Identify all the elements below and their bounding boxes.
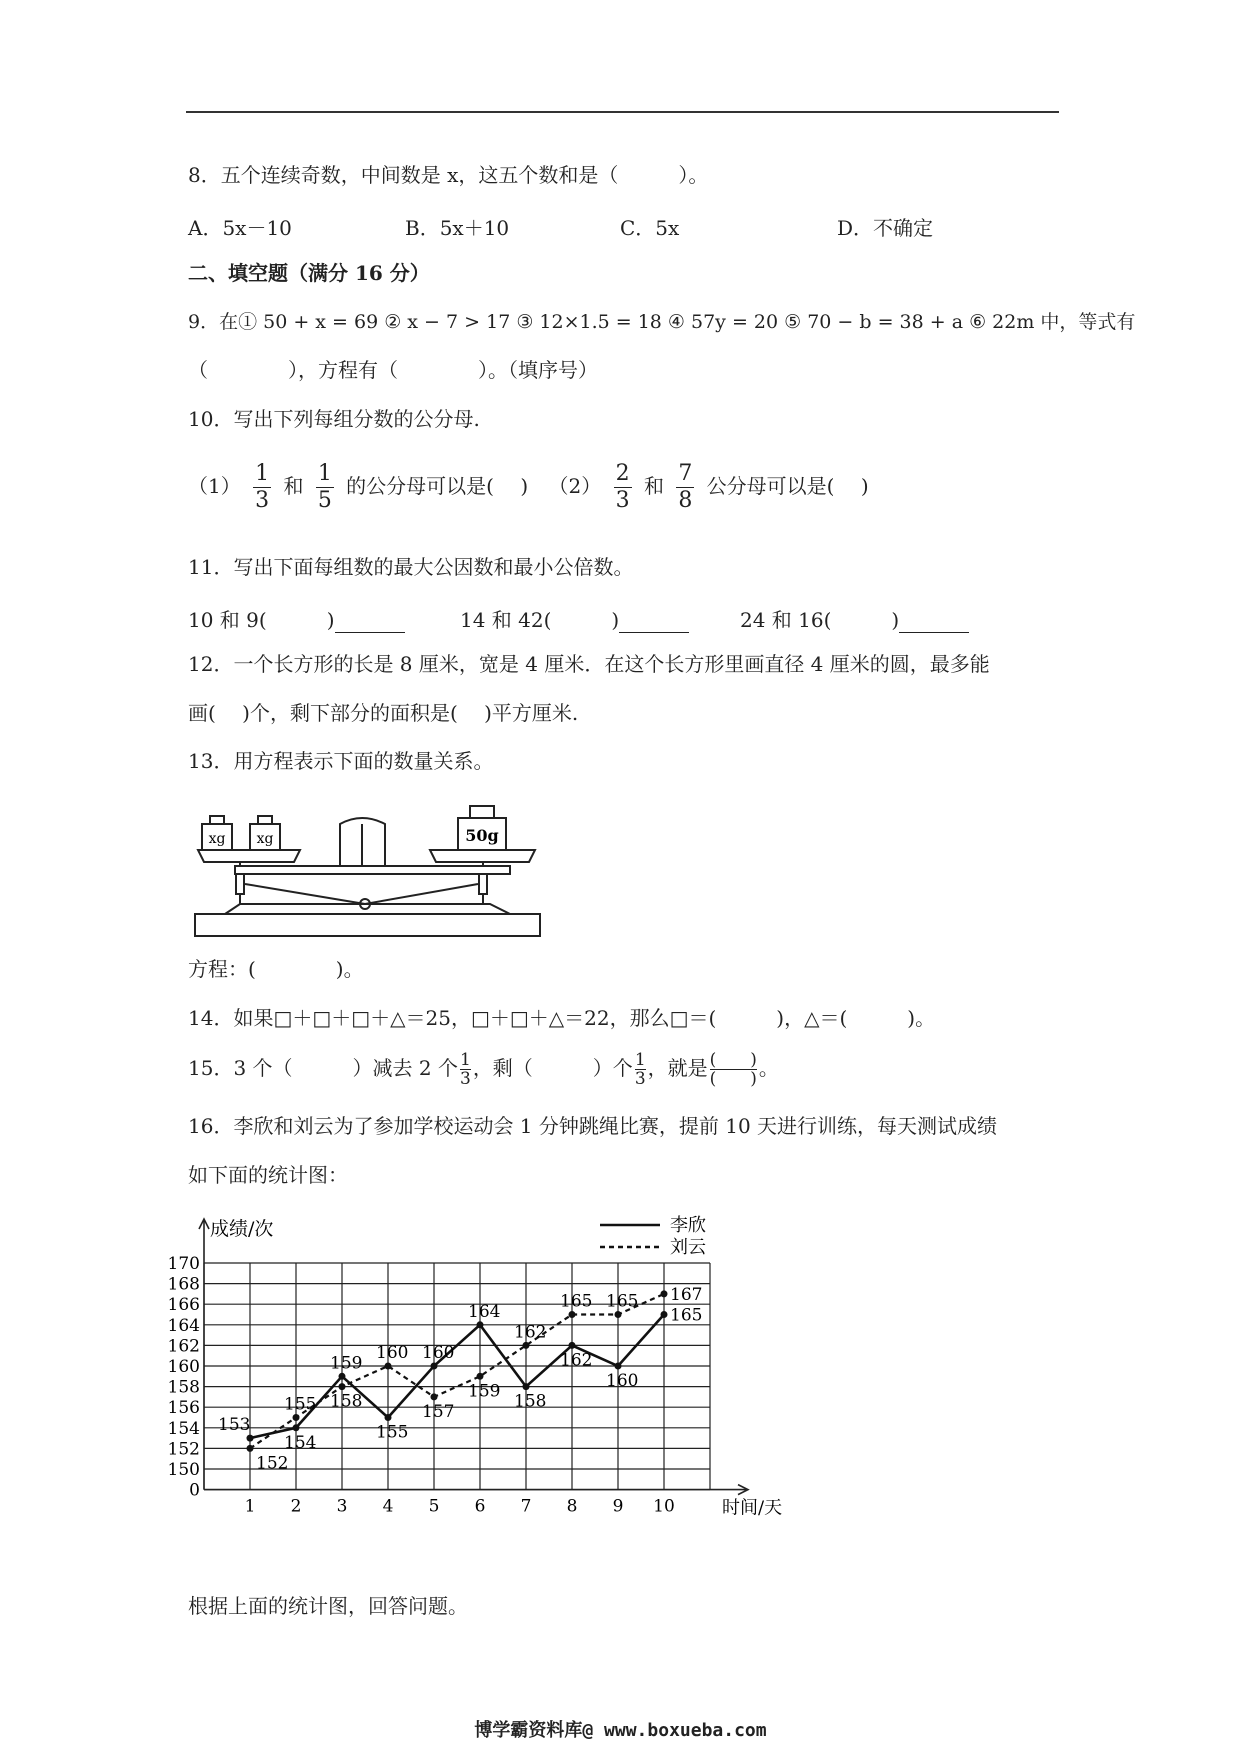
- x-tick-label: 3: [336, 1496, 348, 1517]
- data-point: [431, 1393, 438, 1400]
- chart-legend: [600, 1215, 706, 1258]
- data-label: 165: [560, 1291, 593, 1312]
- legend-label: 刘云: [670, 1237, 706, 1258]
- data-point: [431, 1363, 438, 1370]
- y-tick-label: 150: [167, 1460, 200, 1480]
- x-tick-label: 1: [244, 1496, 256, 1517]
- data-label: 155: [376, 1422, 409, 1443]
- data-point: [477, 1321, 484, 1328]
- series-line-1: [250, 1315, 664, 1439]
- q8-text: 8．五个连续奇数，中间数是 x，这五个数和是（ ）。: [188, 163, 709, 187]
- y-tick-label: 0: [189, 1480, 200, 1501]
- data-label: 152: [256, 1453, 289, 1474]
- q16-line1: 16．李欣和刘云为了参加学校运动会 1 分钟跳绳比赛，提前 10 天进行训练，每天测试成绩: [188, 1114, 998, 1138]
- q11-title: 11．写出下面每组数的最大公因数和最小公倍数。: [188, 555, 634, 579]
- data-point: [247, 1445, 254, 1452]
- chart-ticks: [168, 1254, 675, 1517]
- data-label: 165: [670, 1305, 703, 1326]
- y-tick-label: 154: [167, 1418, 200, 1439]
- x-tick-label: 9: [612, 1496, 624, 1517]
- section-title: 二、填空题（满分 16 分）: [188, 261, 430, 285]
- y-tick-label: 152: [167, 1439, 200, 1460]
- data-label: 153: [218, 1415, 251, 1436]
- data-point: [661, 1290, 668, 1297]
- series-line-2: [250, 1291, 664, 1449]
- data-label: 157: [422, 1401, 455, 1422]
- data-point: [523, 1383, 530, 1390]
- chart-data-labels: [218, 1285, 702, 1474]
- data-point: [569, 1311, 576, 1318]
- x-tick-label: 10: [653, 1496, 675, 1517]
- data-point: [339, 1373, 346, 1380]
- q12-line1: 12．一个长方形的长是 8 厘米，宽是 4 厘米．在这个长方形里画直径 4 厘米的圆，最多能: [188, 652, 990, 676]
- data-label: 160: [376, 1343, 409, 1363]
- q11-item-2: 14 和 42( ): [460, 604, 689, 633]
- x-tick-label: 4: [382, 1496, 394, 1517]
- x-tick-label: 5: [428, 1496, 440, 1517]
- q15-text: 15．3 个（ ）减去 2 个 $\frac{1}{3}$ ，剩（ ）个 $\frac{1}{3}$ ，就是 ( ) ( ) 。: [188, 1050, 779, 1089]
- data-label: 160: [422, 1343, 455, 1363]
- q10-and-2: 和: [643, 474, 664, 498]
- weight-label-2: xg: [256, 831, 274, 847]
- x-tick-label: 2: [290, 1496, 302, 1517]
- balance-scale-illustration: [190, 786, 545, 936]
- legend-label: 李欣: [670, 1215, 706, 1236]
- x-tick-label: 8: [566, 1496, 578, 1517]
- x-tick-label: 7: [520, 1496, 532, 1517]
- y-axis-label: 成绩/次: [210, 1218, 274, 1240]
- q8-option-c: C．5x: [620, 216, 680, 240]
- q16-line2: 如下面的统计图：: [188, 1163, 348, 1187]
- q10-part1-tail: 的公分母可以是( ): [346, 474, 529, 498]
- fraction-1-5: $\frac{1}{5}$: [317, 461, 332, 513]
- q14-text: 14．如果□＋□＋□＋△＝25，□＋□＋△＝22，那么□＝( )，△＝( )。: [188, 1006, 936, 1030]
- data-label: 167: [670, 1284, 703, 1305]
- q13-answer: 方程：( )。: [188, 957, 364, 981]
- data-point: [615, 1311, 622, 1318]
- data-point: [385, 1414, 392, 1421]
- q10-and-1: 和: [283, 474, 304, 498]
- y-tick-label: 166: [167, 1295, 200, 1316]
- weight-label-1: xg: [208, 831, 226, 847]
- data-label: 158: [514, 1391, 547, 1412]
- data-label: 160: [606, 1371, 639, 1391]
- header-rule: [186, 111, 1059, 113]
- q12-line2: 画( )个，剩下部分的面积是( )平方厘米.: [188, 701, 579, 725]
- q8-option-b: B．5x＋10: [405, 216, 510, 240]
- after-chart-text: 根据上面的统计图，回答问题。: [188, 1594, 468, 1618]
- fraction-7-8: $\frac{7}{8}$: [678, 461, 693, 513]
- data-point: [523, 1342, 530, 1349]
- data-point: [385, 1363, 392, 1370]
- data-label: 159: [330, 1353, 363, 1374]
- data-label: 154: [284, 1432, 317, 1453]
- y-tick-label: 156: [167, 1398, 200, 1419]
- q8-option-a: A．5x－10: [188, 216, 292, 240]
- data-label: 164: [468, 1301, 501, 1322]
- q10-part2-label: （2）: [548, 474, 602, 498]
- q10-part2-tail: 公分母可以是( ): [706, 474, 869, 498]
- x-tick-label: 6: [474, 1496, 486, 1517]
- data-label: 165: [606, 1291, 639, 1312]
- y-tick-label: 158: [167, 1377, 200, 1398]
- q15-fraction-1: $\frac{1}{3}$: [459, 1050, 471, 1089]
- q10-title: 10．写出下列每组分数的公分母.: [188, 407, 480, 431]
- data-point: [477, 1373, 484, 1380]
- footer-watermark: 博学霸资料库@ www.boxueba.com: [474, 1720, 767, 1741]
- x-axis-label: 时间/天: [722, 1497, 783, 1519]
- data-label: 158: [330, 1391, 363, 1412]
- data-label: 159: [468, 1381, 501, 1402]
- y-tick-label: 164: [167, 1315, 200, 1336]
- weight-label-3: 50g: [465, 826, 499, 845]
- q8-option-d: D．不确定: [837, 216, 934, 240]
- fraction-2-3: $\frac{2}{3}$: [615, 461, 630, 513]
- q9-line2: （ ），方程有（ ）。（填序号）: [188, 358, 598, 382]
- q10-part1-label: （1）: [188, 474, 241, 498]
- y-tick-label: 160: [167, 1357, 200, 1377]
- data-label: 162: [560, 1350, 593, 1371]
- fraction-1-3: $\frac{1}{3}$: [255, 461, 270, 513]
- data-point: [615, 1363, 622, 1370]
- q15-answer-fraction: ( ) ( ): [709, 1050, 757, 1089]
- q13-title: 13．用方程表示下面的数量关系。: [188, 749, 494, 773]
- data-point: [569, 1342, 576, 1349]
- y-tick-label: 168: [167, 1274, 200, 1295]
- y-tick-label: 162: [167, 1336, 200, 1357]
- y-tick-label: 170: [167, 1254, 200, 1274]
- data-point: [247, 1435, 254, 1442]
- q11-item-3: 24 和 16( ): [740, 604, 969, 633]
- q10-parts: [188, 458, 869, 514]
- q11-item-1: 10 和 9( ): [188, 604, 405, 633]
- data-label: 162: [514, 1322, 547, 1343]
- q15-fraction-2: $\frac{1}{3}$: [634, 1050, 646, 1089]
- q9-line1: 9．在① 50 + x = 69 ② x − 7 > 17 ③ 12×1.5 = 18 ④ 57y = 20 ⑤ 70 − b = 38 + a ⑥ 22m 中，等式有: [188, 311, 1136, 333]
- data-point: [339, 1383, 346, 1390]
- line-chart: [167, 1215, 880, 1565]
- data-point: [661, 1311, 668, 1318]
- data-point: [293, 1424, 300, 1431]
- data-label: 155: [284, 1394, 317, 1415]
- data-point: [293, 1414, 300, 1421]
